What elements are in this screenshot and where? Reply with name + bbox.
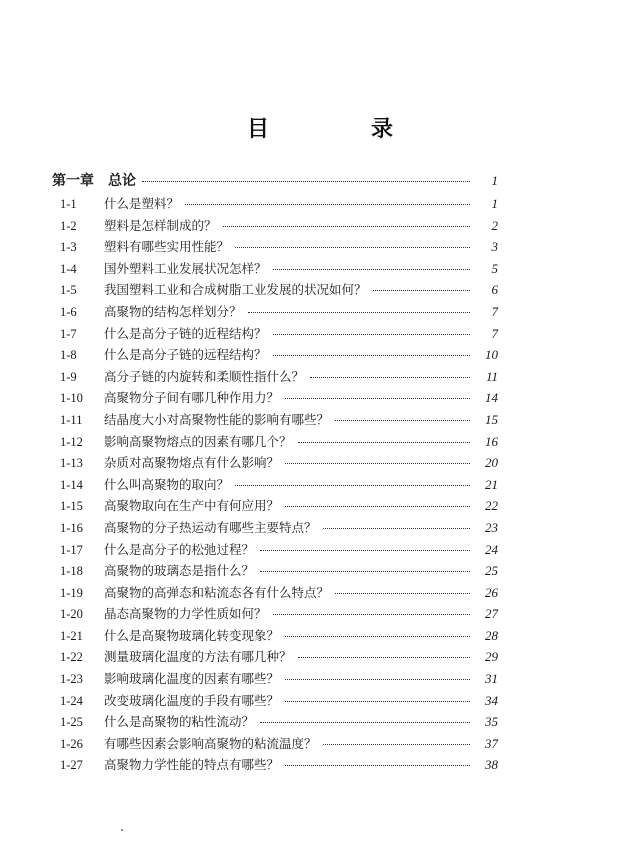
dot-leader <box>273 334 470 335</box>
dot-leader <box>285 463 470 464</box>
dot-leader <box>285 506 470 507</box>
toc-entry-row[interactable] <box>52 453 498 475</box>
entry-title: 高聚物分子间有哪几种作用力？ <box>104 390 280 406</box>
entry-title: 我国塑料工业和合成树脂工业发展的状况如何？ <box>104 282 367 298</box>
entry-title: 塑料是怎样制成的？ <box>104 217 217 233</box>
entry-number: 1-22 <box>60 650 83 665</box>
entry-page-number: 5 <box>491 260 498 276</box>
entry-number: 1-16 <box>60 520 83 535</box>
toc-entry-row[interactable] <box>52 561 498 583</box>
entry-title: 测量玻璃化温度的方法有哪几种？ <box>104 649 292 665</box>
entry-number: 1-17 <box>60 542 83 557</box>
toc-entry-row[interactable] <box>52 432 498 454</box>
toc-entry-row[interactable] <box>52 345 498 367</box>
chapter-label: 第一章 <box>52 173 94 189</box>
entry-number: 1-8 <box>60 348 77 363</box>
dot-leader <box>185 204 470 205</box>
entry-number: 1-10 <box>60 391 83 406</box>
entry-number: 1-1 <box>60 197 77 211</box>
entry-title: 高分子链的内旋转和柔顺性指什么？ <box>104 368 305 384</box>
dot-leader <box>335 420 470 421</box>
dot-leader <box>248 312 470 313</box>
entry-number: 1-3 <box>60 240 77 255</box>
entry-number: 1-7 <box>60 326 77 341</box>
entry-page-number: 29 <box>485 649 498 665</box>
entry-number: 1-5 <box>60 283 77 298</box>
entry-page-number: 7 <box>491 303 498 319</box>
toc-entry-row[interactable] <box>52 604 498 626</box>
entry-title: 影响玻璃化温度的因素有哪些？ <box>104 671 280 687</box>
entry-page-number: 26 <box>485 584 498 600</box>
dot-leader <box>273 614 470 615</box>
entry-page-number: 2 <box>491 217 498 233</box>
toc-entry-row[interactable] <box>52 194 498 216</box>
dot-leader <box>142 181 470 182</box>
entry-number: 1-21 <box>60 628 83 643</box>
entry-title: 塑料有哪些实用性能？ <box>104 239 230 255</box>
chapter-page-number: 1 <box>491 173 498 188</box>
entry-page-number: 16 <box>485 433 498 449</box>
entry-page-number: 15 <box>485 411 498 427</box>
chapter-title: 总论 <box>108 173 136 189</box>
dot-leader <box>373 290 470 291</box>
dot-leader <box>323 528 470 529</box>
toc-entry-row[interactable] <box>52 626 498 648</box>
entry-page-number: 37 <box>485 735 498 751</box>
entry-number: 1-20 <box>60 607 83 622</box>
dot-leader <box>273 269 470 270</box>
entry-number: 1-18 <box>60 564 83 579</box>
entry-number: 1-12 <box>60 434 83 449</box>
toc-entry-row[interactable] <box>52 475 498 497</box>
toc-entry-row[interactable] <box>52 259 498 281</box>
toc-entry-row[interactable] <box>52 410 498 432</box>
entry-page-number: 1 <box>491 196 498 211</box>
entry-page-number: 20 <box>485 455 498 471</box>
entry-page-number: 3 <box>491 239 498 255</box>
dot-leader <box>323 744 470 745</box>
entry-page-number: 35 <box>485 714 498 730</box>
entry-title: 杂质对高聚物熔点有什么影响？ <box>104 455 280 471</box>
toc-entry-row[interactable] <box>52 647 498 669</box>
dot-leader <box>335 593 470 594</box>
entry-title: 有哪些因素会影响高聚物的粘流温度？ <box>104 735 317 751</box>
toc-entry-row[interactable] <box>52 583 498 605</box>
entry-title: 高聚物的分子热运动有哪些主要特点？ <box>104 519 317 535</box>
toc-entry-row[interactable] <box>52 691 498 713</box>
toc-entry-row[interactable] <box>52 302 498 324</box>
entry-title: 高聚物的高弹态和粘流态各有什么特点？ <box>104 584 330 600</box>
entry-number: 1-26 <box>60 736 83 751</box>
entry-title: 什么叫高聚物的取向？ <box>104 476 230 492</box>
entry-number: 1-6 <box>60 304 77 319</box>
entry-title: 什么是高分子链的近程结构？ <box>104 325 267 341</box>
entry-page-number: 24 <box>485 541 498 557</box>
entry-page-number: 31 <box>485 671 498 687</box>
entry-number: 1-13 <box>60 456 83 471</box>
dot-leader <box>260 571 470 572</box>
entry-page-number: 34 <box>485 692 498 708</box>
entry-title: 晶态高聚物的力学性质如何？ <box>104 606 267 622</box>
toc-entry-row[interactable] <box>52 237 498 259</box>
dot-leader <box>285 679 470 680</box>
entry-title: 国外塑料工业发展状况怎样？ <box>104 260 267 276</box>
entry-title: 高聚物的玻璃态是指什么？ <box>104 563 255 579</box>
toc-entry-row[interactable] <box>52 388 498 410</box>
entry-title: 高聚物的结构怎样划分？ <box>104 303 242 319</box>
entry-title: 什么是高聚物的粘性流动？ <box>104 714 255 730</box>
dot-leader <box>298 442 470 443</box>
dot-leader <box>298 657 470 658</box>
toc-entry-row[interactable] <box>52 518 498 540</box>
dot-leader <box>260 722 470 723</box>
entry-title: 影响高聚物熔点的因素有哪几个？ <box>104 433 292 449</box>
toc-entry-row[interactable] <box>52 367 498 389</box>
entry-page-number: 14 <box>485 390 498 406</box>
entry-title: 高聚物取向在生产中有何应用？ <box>104 498 280 514</box>
toc-entry-row[interactable] <box>52 755 498 777</box>
toc-entry-row[interactable] <box>52 712 498 734</box>
entry-page-number: 7 <box>491 325 498 341</box>
entry-number: 1-27 <box>60 758 83 773</box>
entry-title: 改变玻璃化温度的手段有哪些？ <box>104 692 280 708</box>
entry-page-number: 10 <box>485 347 498 363</box>
toc-entry-list <box>52 194 498 777</box>
dot-leader <box>235 247 470 248</box>
entry-number: 1-25 <box>60 715 83 730</box>
entry-number: 1-15 <box>60 499 83 514</box>
dot-leader <box>273 355 470 356</box>
entry-page-number: 22 <box>485 498 498 514</box>
entry-title: 什么是高分子的松弛过程？ <box>104 541 255 557</box>
toc-entry-row[interactable] <box>52 280 498 302</box>
entry-page-number: 38 <box>485 757 498 773</box>
dot-leader <box>285 701 470 702</box>
scan-speck <box>121 829 123 831</box>
entry-page-number: 11 <box>485 368 498 384</box>
entry-number: 1-2 <box>60 218 77 233</box>
toc-entry-row[interactable] <box>52 324 498 346</box>
toc-entry-row[interactable] <box>52 669 498 691</box>
entry-number: 1-14 <box>60 477 83 492</box>
dot-leader <box>285 765 470 766</box>
entry-page-number: 6 <box>491 282 498 298</box>
entry-page-number: 25 <box>485 563 498 579</box>
entry-number: 1-24 <box>60 693 83 708</box>
toc-entry-row[interactable] <box>52 216 498 238</box>
toc-chapter-row[interactable] <box>52 170 498 194</box>
entry-title: 什么是塑料？ <box>104 196 180 211</box>
entry-title: 高聚物力学性能的特点有哪些？ <box>104 757 280 773</box>
entry-number: 1-4 <box>60 261 77 276</box>
entry-page-number: 28 <box>485 627 498 643</box>
entry-title: 结晶度大小对高聚物性能的影响有哪些？ <box>104 411 330 427</box>
toc-entry-row[interactable] <box>52 496 498 518</box>
entry-page-number: 27 <box>485 606 498 622</box>
entry-title: 什么是高聚物玻璃化转变现象？ <box>104 627 280 643</box>
dot-leader <box>310 377 470 378</box>
entry-page-number: 21 <box>485 476 498 492</box>
page-title: 目 录 <box>246 117 433 142</box>
toc-entry-row[interactable] <box>52 734 498 756</box>
dot-leader <box>223 226 470 227</box>
entry-number: 1-23 <box>60 672 83 687</box>
dot-leader <box>235 485 470 486</box>
entry-title: 什么是高分子链的远程结构？ <box>104 347 267 363</box>
dot-leader <box>285 636 470 637</box>
dot-leader <box>285 398 470 399</box>
toc-entry-row[interactable] <box>52 540 498 562</box>
entry-number: 1-9 <box>60 369 77 384</box>
dot-leader <box>260 550 470 551</box>
entry-number: 1-11 <box>60 412 83 427</box>
table-of-contents <box>52 170 498 777</box>
entry-page-number: 23 <box>485 519 498 535</box>
entry-number: 1-19 <box>60 585 83 600</box>
